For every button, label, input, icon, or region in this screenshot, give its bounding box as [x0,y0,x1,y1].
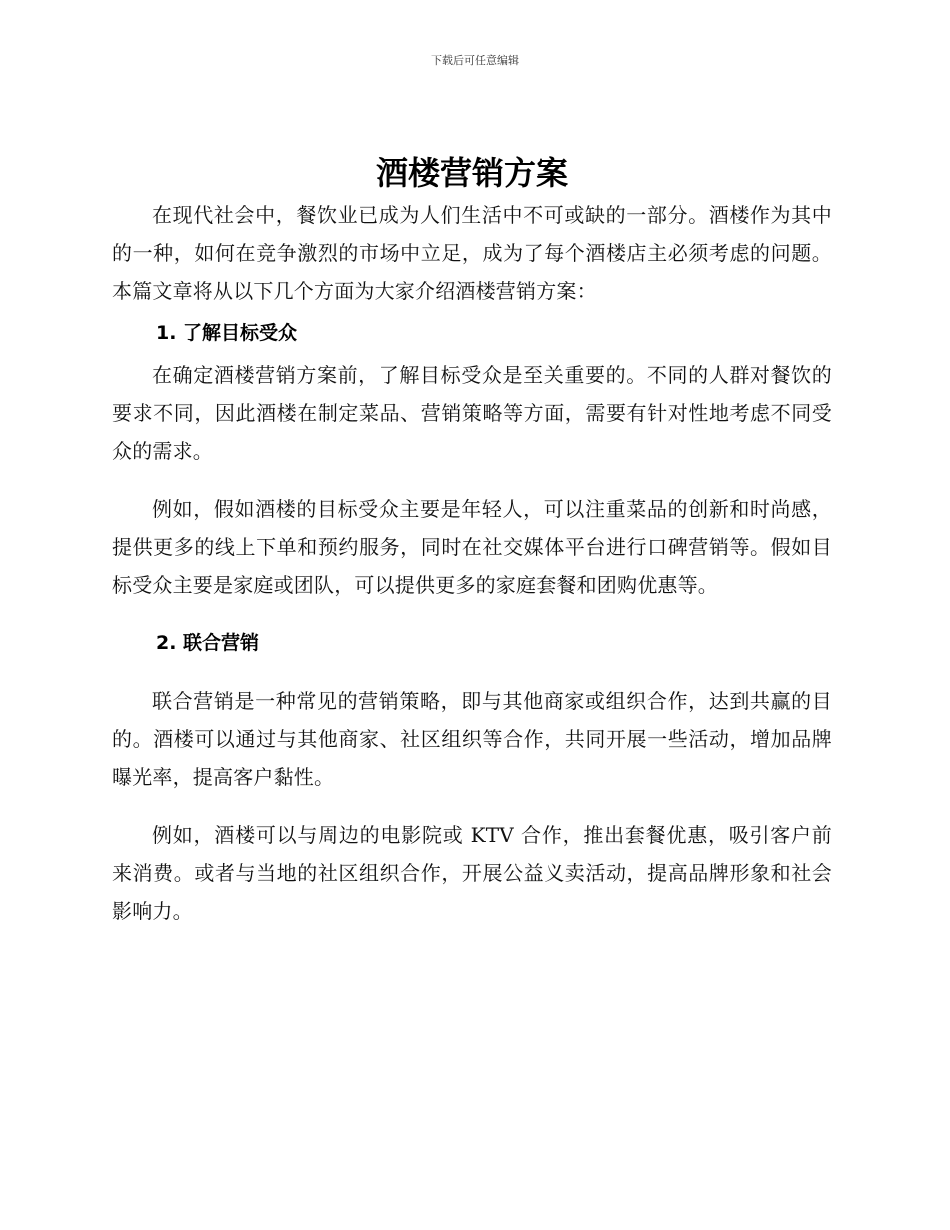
paragraph: 例如，假如酒楼的目标受众主要是年轻人，可以注重菜品的创新和时尚感，提供更多的线上下单和预约服务，同时在社交媒体平台进行口碑营销等。假如目标受众主要是家庭或团队，可以提供更多的家庭套餐和团购优惠等。 [112,497,832,597]
spacer [112,662,832,682]
document-body [112,150,832,930]
spacer [112,796,832,816]
section-heading-target-audience: 1. 了解目标受众 [156,322,298,344]
intro-paragraph: 在现代社会中，餐饮业已成为人们生活中不可或缺的一部分。酒楼作为其中的一种，如何在竞争激烈的市场中立足，成为了每个酒楼店主必须考虑的问题。本篇文章将从以下几个方面为大家介绍酒楼营销方案： [112,203,832,303]
spacer [112,470,832,490]
page-header-note: 下载后可任意编辑 [431,54,519,67]
paragraph: 在确定酒楼营销方案前，了解目标受众是至关重要的。不同的人群对餐饮的要求不同，因此酒楼在制定菜品、营销策略等方面，需要有针对性地考虑不同受众的需求。 [112,363,832,463]
spacer [112,604,832,624]
paragraph: 例如，酒楼可以与周边的电影院或 KTV 合作，推出套餐优惠，吸引客户前来消费。或者与当地的社区组织合作，开展公益义卖活动，提高品牌形象和社会影响力。 [112,823,832,923]
section-heading-joint-marketing: 2. 联合营销 [156,632,260,654]
paragraph: 联合营销是一种常见的营销策略，即与其他商家或组织合作，达到共赢的目的。酒楼可以通过与其他商家、社区组织等合作，共同开展一些活动，增加品牌曝光率，提高客户黏性。 [112,689,832,789]
document-title: 酒楼营销方案 [375,154,568,192]
